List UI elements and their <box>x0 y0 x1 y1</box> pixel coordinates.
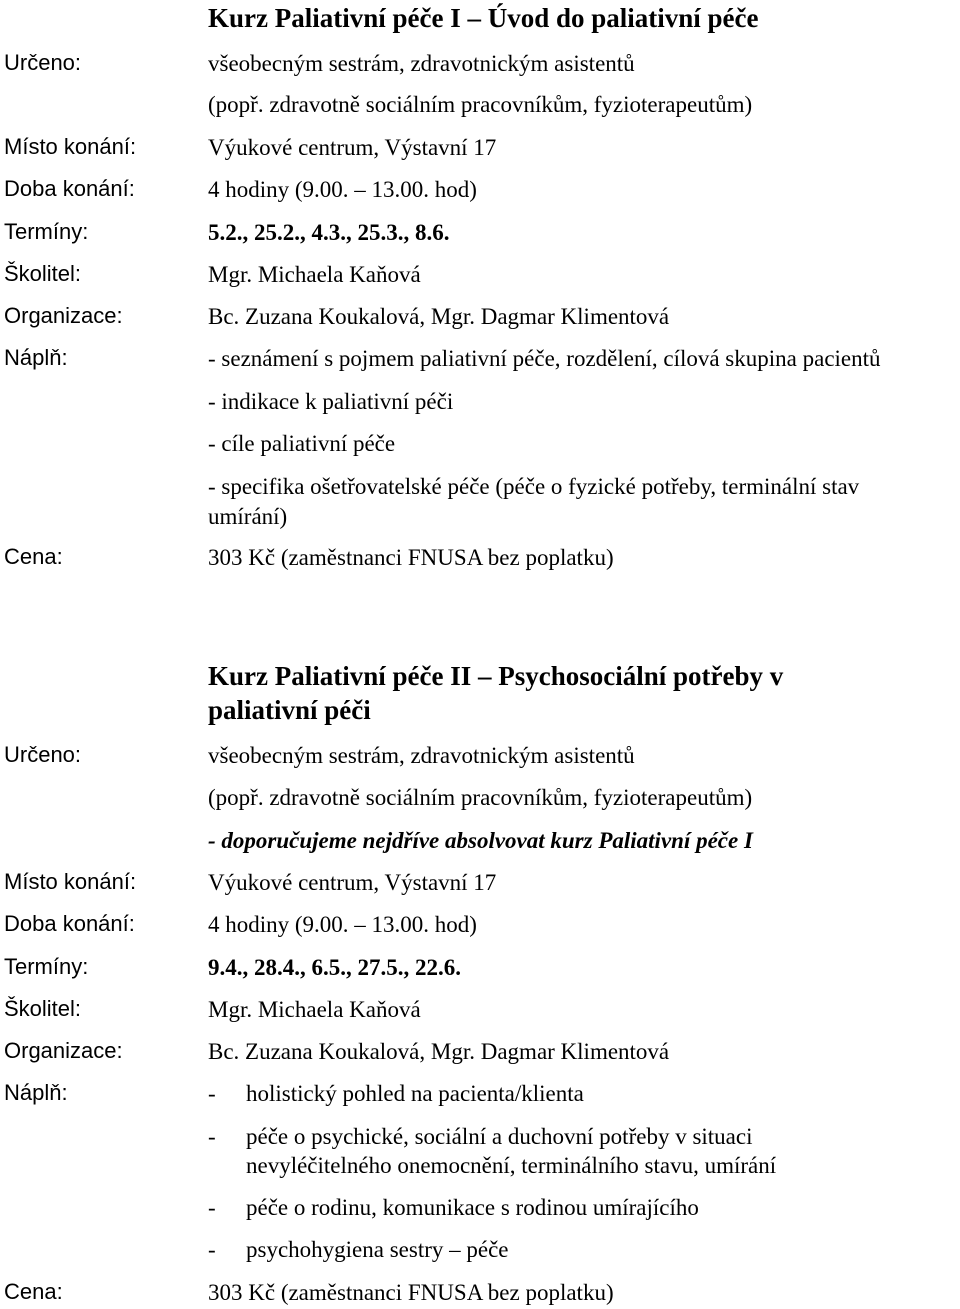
course2-napln-item: holistický pohled na pacienta/klienta <box>246 1081 584 1106</box>
course2-napln-item: psychohygiena sestry – péče <box>246 1237 509 1262</box>
course1-napln-item: umírání) <box>208 504 288 529</box>
course2-title-line1: Kurz Paliativní péče II – Psychosociální potřeby v <box>208 661 784 691</box>
course1-napln-item: - specifika ošetřovatelské péče (péče o fyzické potřeby, terminální stav <box>208 474 860 499</box>
course1-napln-item: - cíle paliativní péče <box>208 431 396 456</box>
course2-cena-value: 303 Kč (zaměstnanci FNUSA bez poplatku) <box>208 1280 614 1305</box>
course2-title-line2: paliativní péči <box>208 695 371 725</box>
course1-terminy-label: Termíny: <box>4 219 89 244</box>
course2-napln-item: péče o rodinu, komunikace s rodinou umírajícího <box>246 1195 699 1220</box>
course2-note: - doporučujeme nejdříve absolvovat kurz Paliativní péče I <box>208 828 753 853</box>
course1-cena-label: Cena: <box>4 544 63 569</box>
course1-misto-label: Místo konání: <box>4 134 137 159</box>
course1-doba-label: Doba konání: <box>4 176 135 201</box>
bullet-dash: - <box>208 1195 216 1220</box>
course2-terminy-label: Termíny: <box>4 954 89 979</box>
course2-doba-label: Doba konání: <box>4 911 135 936</box>
course2-doba-value: 4 hodiny (9.00. – 13.00. hod) <box>208 912 477 937</box>
course2-urceno-line2: (popř. zdravotně sociálním pracovníkům, fyzioterapeutům) <box>208 785 753 810</box>
course1-terminy-value: 5.2., 25.2., 4.3., 25.3., 8.6. <box>208 220 450 245</box>
course1-organizace-label: Organizace: <box>4 303 123 328</box>
course2-misto-label: Místo konání: <box>4 869 137 894</box>
course1-organizace-value: Bc. Zuzana Koukalová, Mgr. Dagmar Klimentová <box>208 304 670 329</box>
course2-misto-value: Výukové centrum, Výstavní 17 <box>208 870 497 895</box>
course2-napln-item: nevyléčitelného onemocnění, terminálního stavu, umírání <box>246 1153 777 1178</box>
course1-urceno-line1: všeobecným sestrám, zdravotnickým asistentů <box>208 51 635 76</box>
course2-skolitel-value: Mgr. Michaela Kaňová <box>208 997 421 1022</box>
course1-napln-label: Náplň: <box>4 345 68 370</box>
course1-napln-item: - seznámení s pojmem paliativní péče, rozdělení, cílová skupina pacientů <box>208 346 881 371</box>
course1-urceno-line2: (popř. zdravotně sociálním pracovníkům, fyzioterapeutům) <box>208 92 753 117</box>
course1-cena-value: 303 Kč (zaměstnanci FNUSA bez poplatku) <box>208 545 614 570</box>
course1-doba-value: 4 hodiny (9.00. – 13.00. hod) <box>208 177 477 202</box>
course1-napln-item: - indikace k paliativní péči <box>208 389 454 414</box>
course2-napln-label: Náplň: <box>4 1080 68 1105</box>
course2-organizace-value: Bc. Zuzana Koukalová, Mgr. Dagmar Klimentová <box>208 1039 670 1064</box>
course1-misto-value: Výukové centrum, Výstavní 17 <box>208 135 497 160</box>
bullet-dash: - <box>208 1237 216 1262</box>
course2-urceno-line1: všeobecným sestrám, zdravotnickým asistentů <box>208 743 635 768</box>
course2-cena-label: Cena: <box>4 1279 63 1304</box>
course2-skolitel-label: Školitel: <box>4 996 82 1021</box>
course1-title: Kurz Paliativní péče I – Úvod do paliativní péče <box>208 3 759 33</box>
bullet-dash: - <box>208 1124 216 1149</box>
course2-organizace-label: Organizace: <box>4 1038 123 1063</box>
course2-terminy-value: 9.4., 28.4., 6.5., 27.5., 22.6. <box>208 955 461 980</box>
course1-skolitel-value: Mgr. Michaela Kaňová <box>208 262 421 287</box>
course1-skolitel-label: Školitel: <box>4 261 82 286</box>
course2-napln-item: péče o psychické, sociální a duchovní potřeby v situaci <box>246 1124 753 1149</box>
course2-urceno-label: Určeno: <box>4 742 82 767</box>
course1-urceno-label: Určeno: <box>4 50 82 75</box>
bullet-dash: - <box>208 1081 216 1106</box>
